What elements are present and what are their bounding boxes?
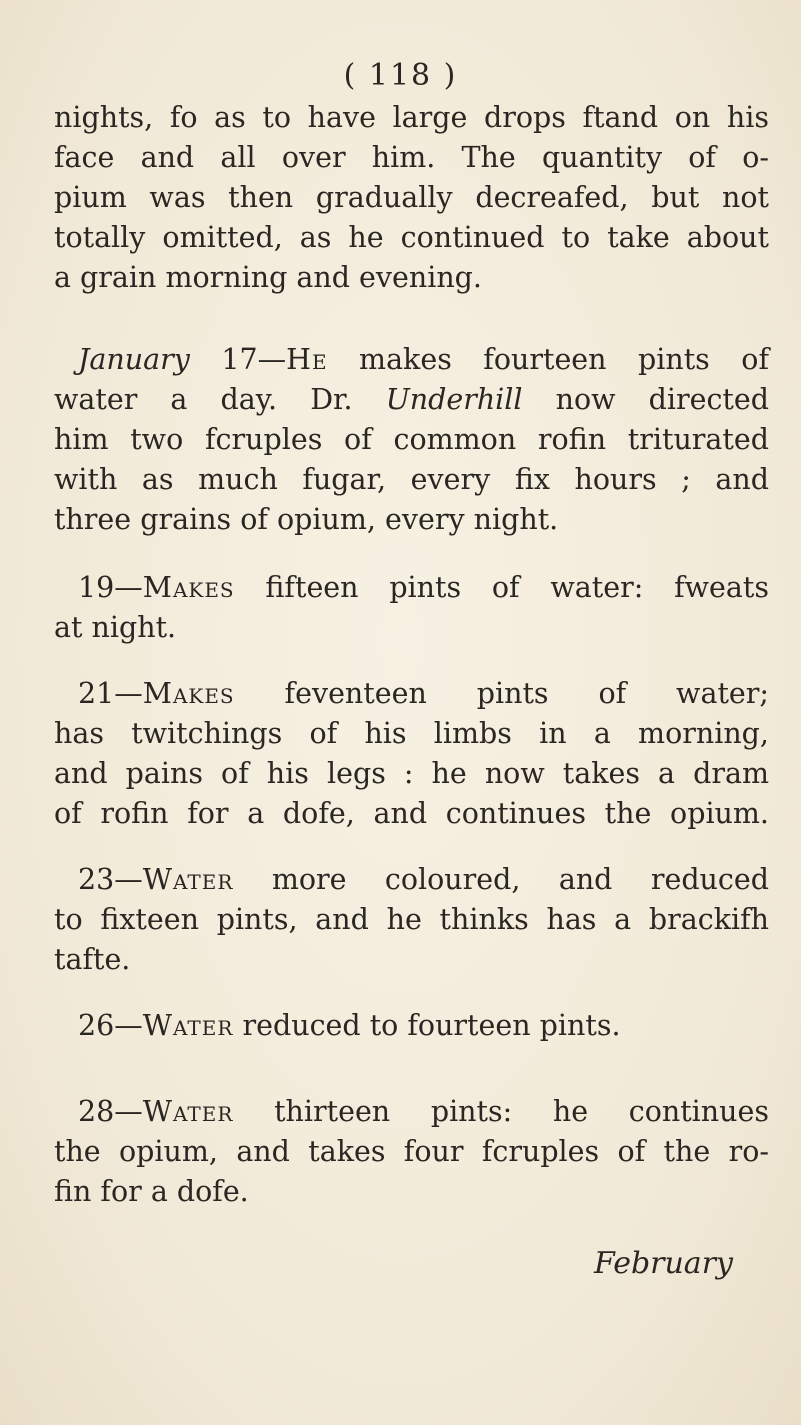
month-heading: January bbox=[78, 343, 190, 376]
entry-text: feventeen pints of water; bbox=[234, 677, 769, 710]
entry-day: 21— bbox=[78, 677, 143, 710]
text-line: of rofin for a dofe, and continues the opium. bbox=[54, 797, 769, 830]
entry-text: makes fourteen pints of bbox=[327, 343, 769, 376]
entry-text: fifteen pints of water: fweats bbox=[234, 571, 769, 604]
lead-word: Water bbox=[142, 1009, 234, 1042]
lead-word: He bbox=[286, 343, 328, 376]
entry-first-line bbox=[54, 340, 769, 380]
lead-word: Makes bbox=[142, 677, 235, 710]
text-line: at night. bbox=[54, 611, 177, 644]
text-line: a grain morning and evening. bbox=[54, 261, 482, 294]
text-line: has twitchings of his limbs in a morning, bbox=[54, 717, 769, 750]
entry-19 bbox=[54, 568, 769, 648]
entry-day: 23— bbox=[78, 863, 143, 896]
entry-first-line bbox=[54, 1092, 769, 1132]
text-line: three grains of opium, every night. bbox=[54, 503, 559, 536]
entry-text: more coloured, and reduced bbox=[233, 863, 769, 896]
lead-word: Makes bbox=[142, 571, 235, 604]
text-fragment: water a day. Dr. bbox=[54, 383, 386, 416]
text-line: nights, fo as to have large drops ftand on his bbox=[54, 101, 769, 134]
entry-first-line bbox=[54, 674, 769, 714]
text-line: him two fcruples of common rofin triturated bbox=[54, 423, 769, 456]
entry-day: 19— bbox=[78, 571, 143, 604]
text-line: pium was then gradually decreafed, but not bbox=[54, 181, 769, 214]
entry-21 bbox=[54, 674, 769, 834]
page-number: ( 118 ) bbox=[343, 58, 458, 93]
entry-day: 28— bbox=[78, 1095, 143, 1128]
text-line: with as much fugar, every fix hours ; and bbox=[54, 463, 769, 496]
entry-day: 26— bbox=[78, 1009, 143, 1042]
text-line: and pains of his legs : he now takes a dram bbox=[54, 757, 769, 790]
entry-text: thirteen pints: he continues bbox=[233, 1095, 769, 1128]
entry-26 bbox=[54, 1006, 769, 1046]
entry-23 bbox=[54, 860, 769, 980]
text-line: the opium, and takes four fcruples of the ro- bbox=[54, 1135, 769, 1168]
entry-first-line bbox=[54, 568, 769, 608]
entry-text: reduced to fourteen pints. bbox=[233, 1009, 621, 1042]
entry-28 bbox=[54, 1092, 769, 1212]
text-line: face and all over him. The quantity of o- bbox=[54, 141, 769, 174]
text-line: to fixteen pints, and he thinks has a brackifh bbox=[54, 903, 769, 936]
entry-first-line bbox=[54, 1006, 769, 1046]
entry-day: 17— bbox=[189, 343, 287, 376]
paragraph-1 bbox=[54, 98, 769, 298]
text-line: tafte. bbox=[54, 943, 131, 976]
text-line bbox=[54, 380, 769, 420]
entry-january-17 bbox=[54, 340, 769, 540]
text-line: fin for a dofe. bbox=[54, 1175, 249, 1208]
catchword: February bbox=[594, 1246, 733, 1281]
lead-word: Water bbox=[142, 863, 234, 896]
text-line: totally omitted, as he continued to take about bbox=[54, 221, 769, 254]
text-fragment: now directed bbox=[522, 383, 769, 416]
entry-first-line bbox=[54, 860, 769, 900]
lead-word: Water bbox=[142, 1095, 234, 1128]
physician-name: Underhill bbox=[385, 383, 523, 416]
